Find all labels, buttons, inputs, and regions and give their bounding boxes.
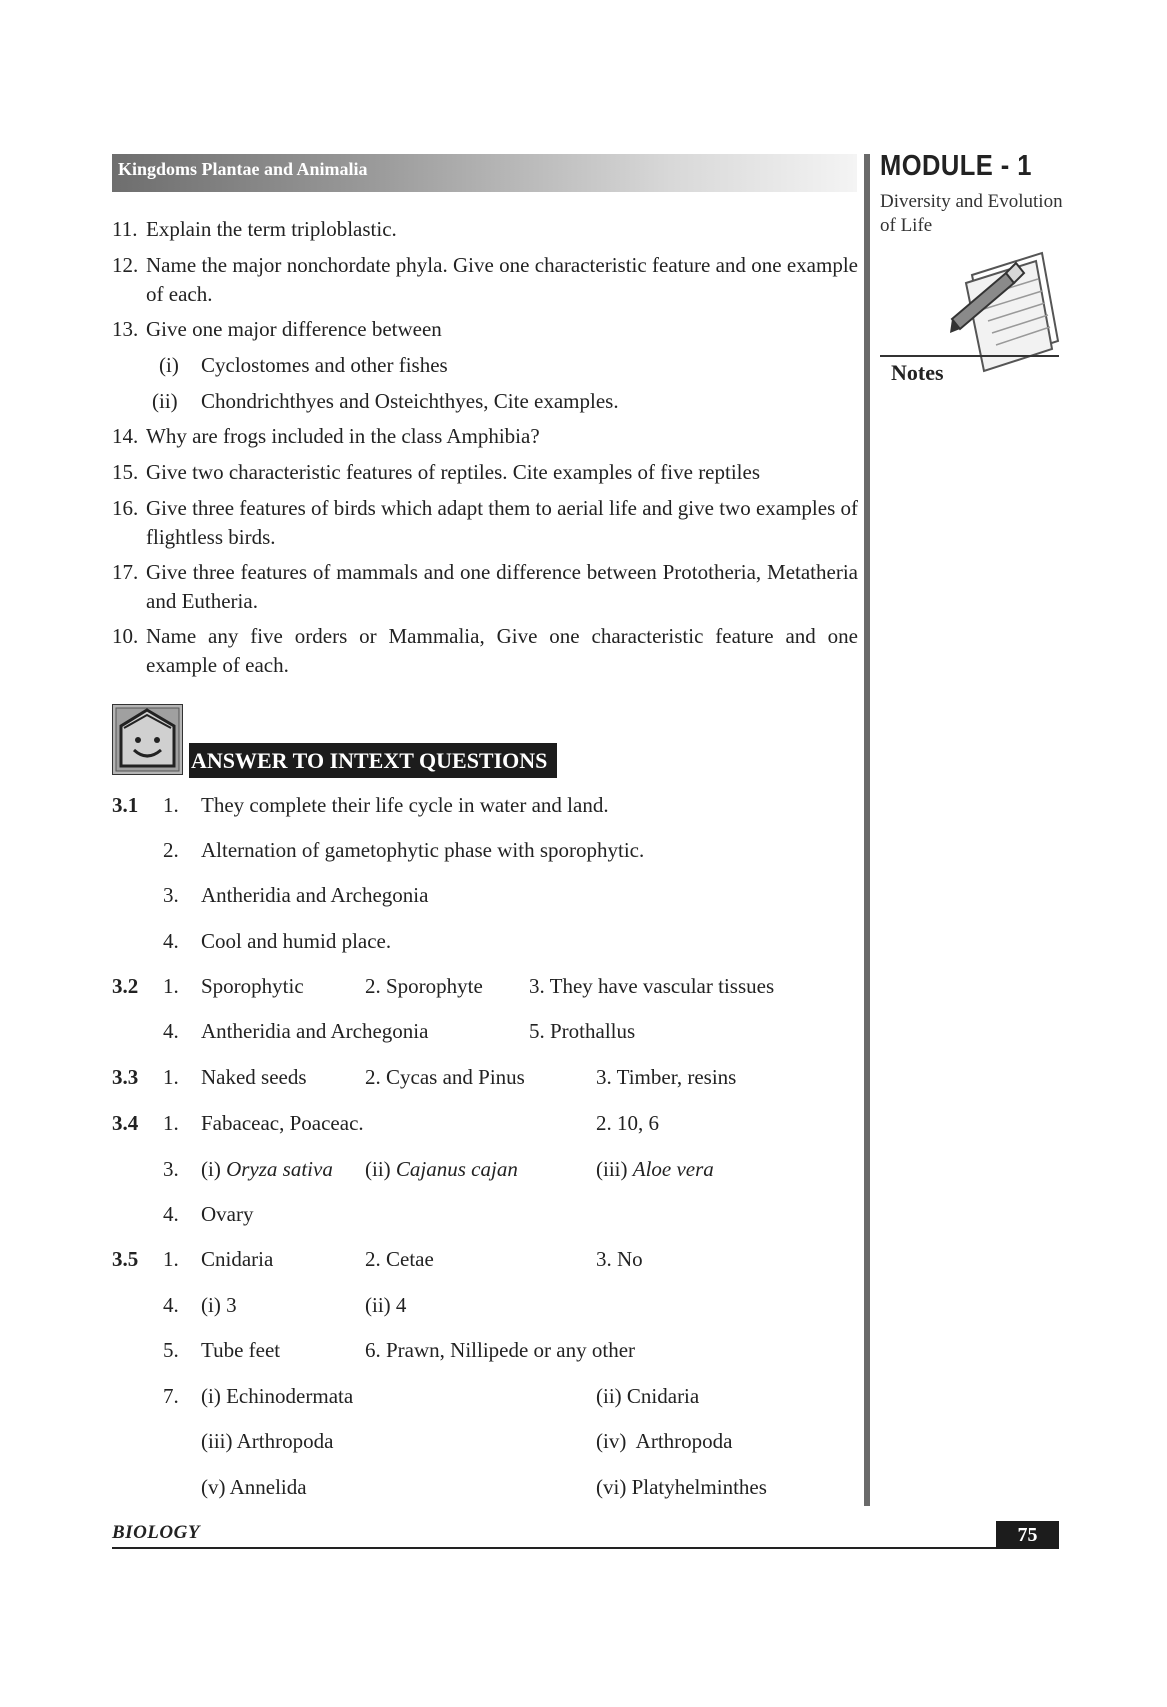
question-number: 14. [112, 424, 139, 448]
question-text: Name any five orders or Mammalia, Give one characteristic feature and one example of each. [146, 624, 858, 677]
smiley-house-icon [112, 704, 183, 775]
answer-number: 7. [163, 1384, 179, 1408]
question-number: 11. [112, 217, 138, 241]
answer-number: 4. [163, 1019, 179, 1043]
question-text: Explain the term triploblastic. [146, 217, 397, 241]
answer-section-label: 3.2 [112, 974, 139, 998]
answer-number: 4. [163, 1293, 179, 1317]
question-number: 17. [112, 560, 139, 584]
answer-text: (vi) Platyhelminthes [596, 1475, 767, 1499]
answer-section-label: 3.4 [112, 1111, 139, 1135]
notes-rule [880, 355, 1059, 357]
answer-text: 2. 10, 6 [596, 1111, 659, 1135]
notes-label: Notes [891, 360, 944, 385]
answer-section-label: 3.5 [112, 1247, 139, 1271]
answer-text: 6. Prawn, Nillipede or any other [365, 1338, 636, 1362]
answer-text: 3. No [596, 1247, 643, 1271]
answer-number: 1. [163, 1247, 179, 1271]
answer-text: 3. Timber, resins [596, 1065, 737, 1089]
question-text: Give two characteristic features of reptiles. Cite examples of five reptiles [146, 460, 761, 484]
question-text: Why are frogs included in the class Amphibia? [146, 424, 540, 448]
answer-text: (iii) Aloe vera [596, 1157, 714, 1181]
answer-text: Ovary [201, 1202, 254, 1226]
answer-text: (i) Echinodermata [201, 1384, 354, 1408]
question-text: Give three features of mammals and one difference between Prototheria, Metatheria and Eutheria. [146, 560, 858, 613]
question-number: 10. [112, 624, 139, 648]
chapter-title: Kingdoms Plantae and Animalia [118, 159, 368, 179]
answer-text: (v) Annelida [201, 1475, 307, 1499]
answer-text: (iv) Arthropoda [596, 1429, 733, 1453]
answer-text: 5. Prothallus [529, 1019, 636, 1043]
sub-question-number: (i) [159, 353, 179, 377]
question-text: Give three features of birds which adapt them to aerial life and give two examples of flightless birds. [146, 496, 858, 549]
answer-number: 4. [163, 929, 179, 953]
answer-text: Fabaceac, Poaceac. [201, 1111, 364, 1135]
answer-text: 3. They have vascular tissues [529, 974, 775, 998]
answer-text: 2. Cycas and Pinus [365, 1065, 525, 1089]
module-title: MODULE - 1 [880, 150, 1032, 182]
answer-section-label: 3.1 [112, 793, 139, 817]
question-number: 13. [112, 317, 139, 341]
answer-text: 2. Cetae [365, 1247, 434, 1271]
answer-section-label: 3.3 [112, 1065, 139, 1089]
page-number: 75 [996, 1521, 1059, 1549]
answer-text: Cool and humid place. [201, 929, 392, 953]
answer-number: 4. [163, 1202, 179, 1226]
answer-text: 2. Sporophyte [365, 974, 483, 998]
answer-number: 3. [163, 883, 179, 907]
sub-question-text: Cyclostomes and other fishes [201, 353, 448, 377]
species-name: Aloe vera [632, 1157, 714, 1181]
answers-heading: ANSWER TO INTEXT QUESTIONS [189, 743, 557, 778]
answer-number: 3. [163, 1157, 179, 1181]
answer-text: Tube feet [201, 1338, 281, 1362]
module-subtitle: Diversity and Evolution of Life [880, 191, 1063, 236]
question-number: 15. [112, 460, 139, 484]
answer-number: 2. [163, 838, 179, 862]
answer-number: 1. [163, 1065, 179, 1089]
footer-subject: BIOLOGY [112, 1522, 200, 1543]
species-name: Cajanus cajan [395, 1157, 518, 1181]
answer-number: 1. [163, 974, 179, 998]
answer-text: (i) Oryza sativa [201, 1157, 333, 1181]
question-text: Name the major nonchordate phyla. Give one characteristic feature and one example of each. [146, 253, 858, 306]
answer-number: 5. [163, 1338, 179, 1362]
answer-text: (ii) Cajanus cajan [365, 1157, 518, 1181]
answer-number: 1. [163, 1111, 179, 1135]
answer-text: (ii) Cnidaria [596, 1384, 700, 1408]
sub-question-text: Chondrichthyes and Osteichthyes, Cite examples. [201, 389, 619, 413]
answer-text: Sporophytic [201, 974, 304, 998]
footer-rule [112, 1547, 1059, 1549]
margin-divider [864, 154, 870, 1506]
answer-text: Naked seeds [201, 1065, 307, 1089]
sub-question-number: (ii) [152, 389, 178, 413]
answer-text: (i) 3 [201, 1293, 237, 1317]
question-number: 12. [112, 253, 139, 277]
question-number: 16. [112, 496, 139, 520]
answer-number: 1. [163, 793, 179, 817]
answer-text: Antheridia and Archegonia [201, 1019, 429, 1043]
answer-text: They complete their life cycle in water and land. [201, 793, 609, 817]
answer-text: (ii) 4 [365, 1293, 407, 1317]
answer-text: (iii) Arthropoda [201, 1429, 334, 1453]
species-name: Oryza sativa [226, 1157, 333, 1181]
answer-text: Antheridia and Archegonia [201, 883, 429, 907]
question-text: Give one major difference between [146, 317, 442, 341]
answer-text: Alternation of gametophytic phase with sporophytic. [201, 838, 645, 862]
answer-text: Cnidaria [201, 1247, 274, 1271]
